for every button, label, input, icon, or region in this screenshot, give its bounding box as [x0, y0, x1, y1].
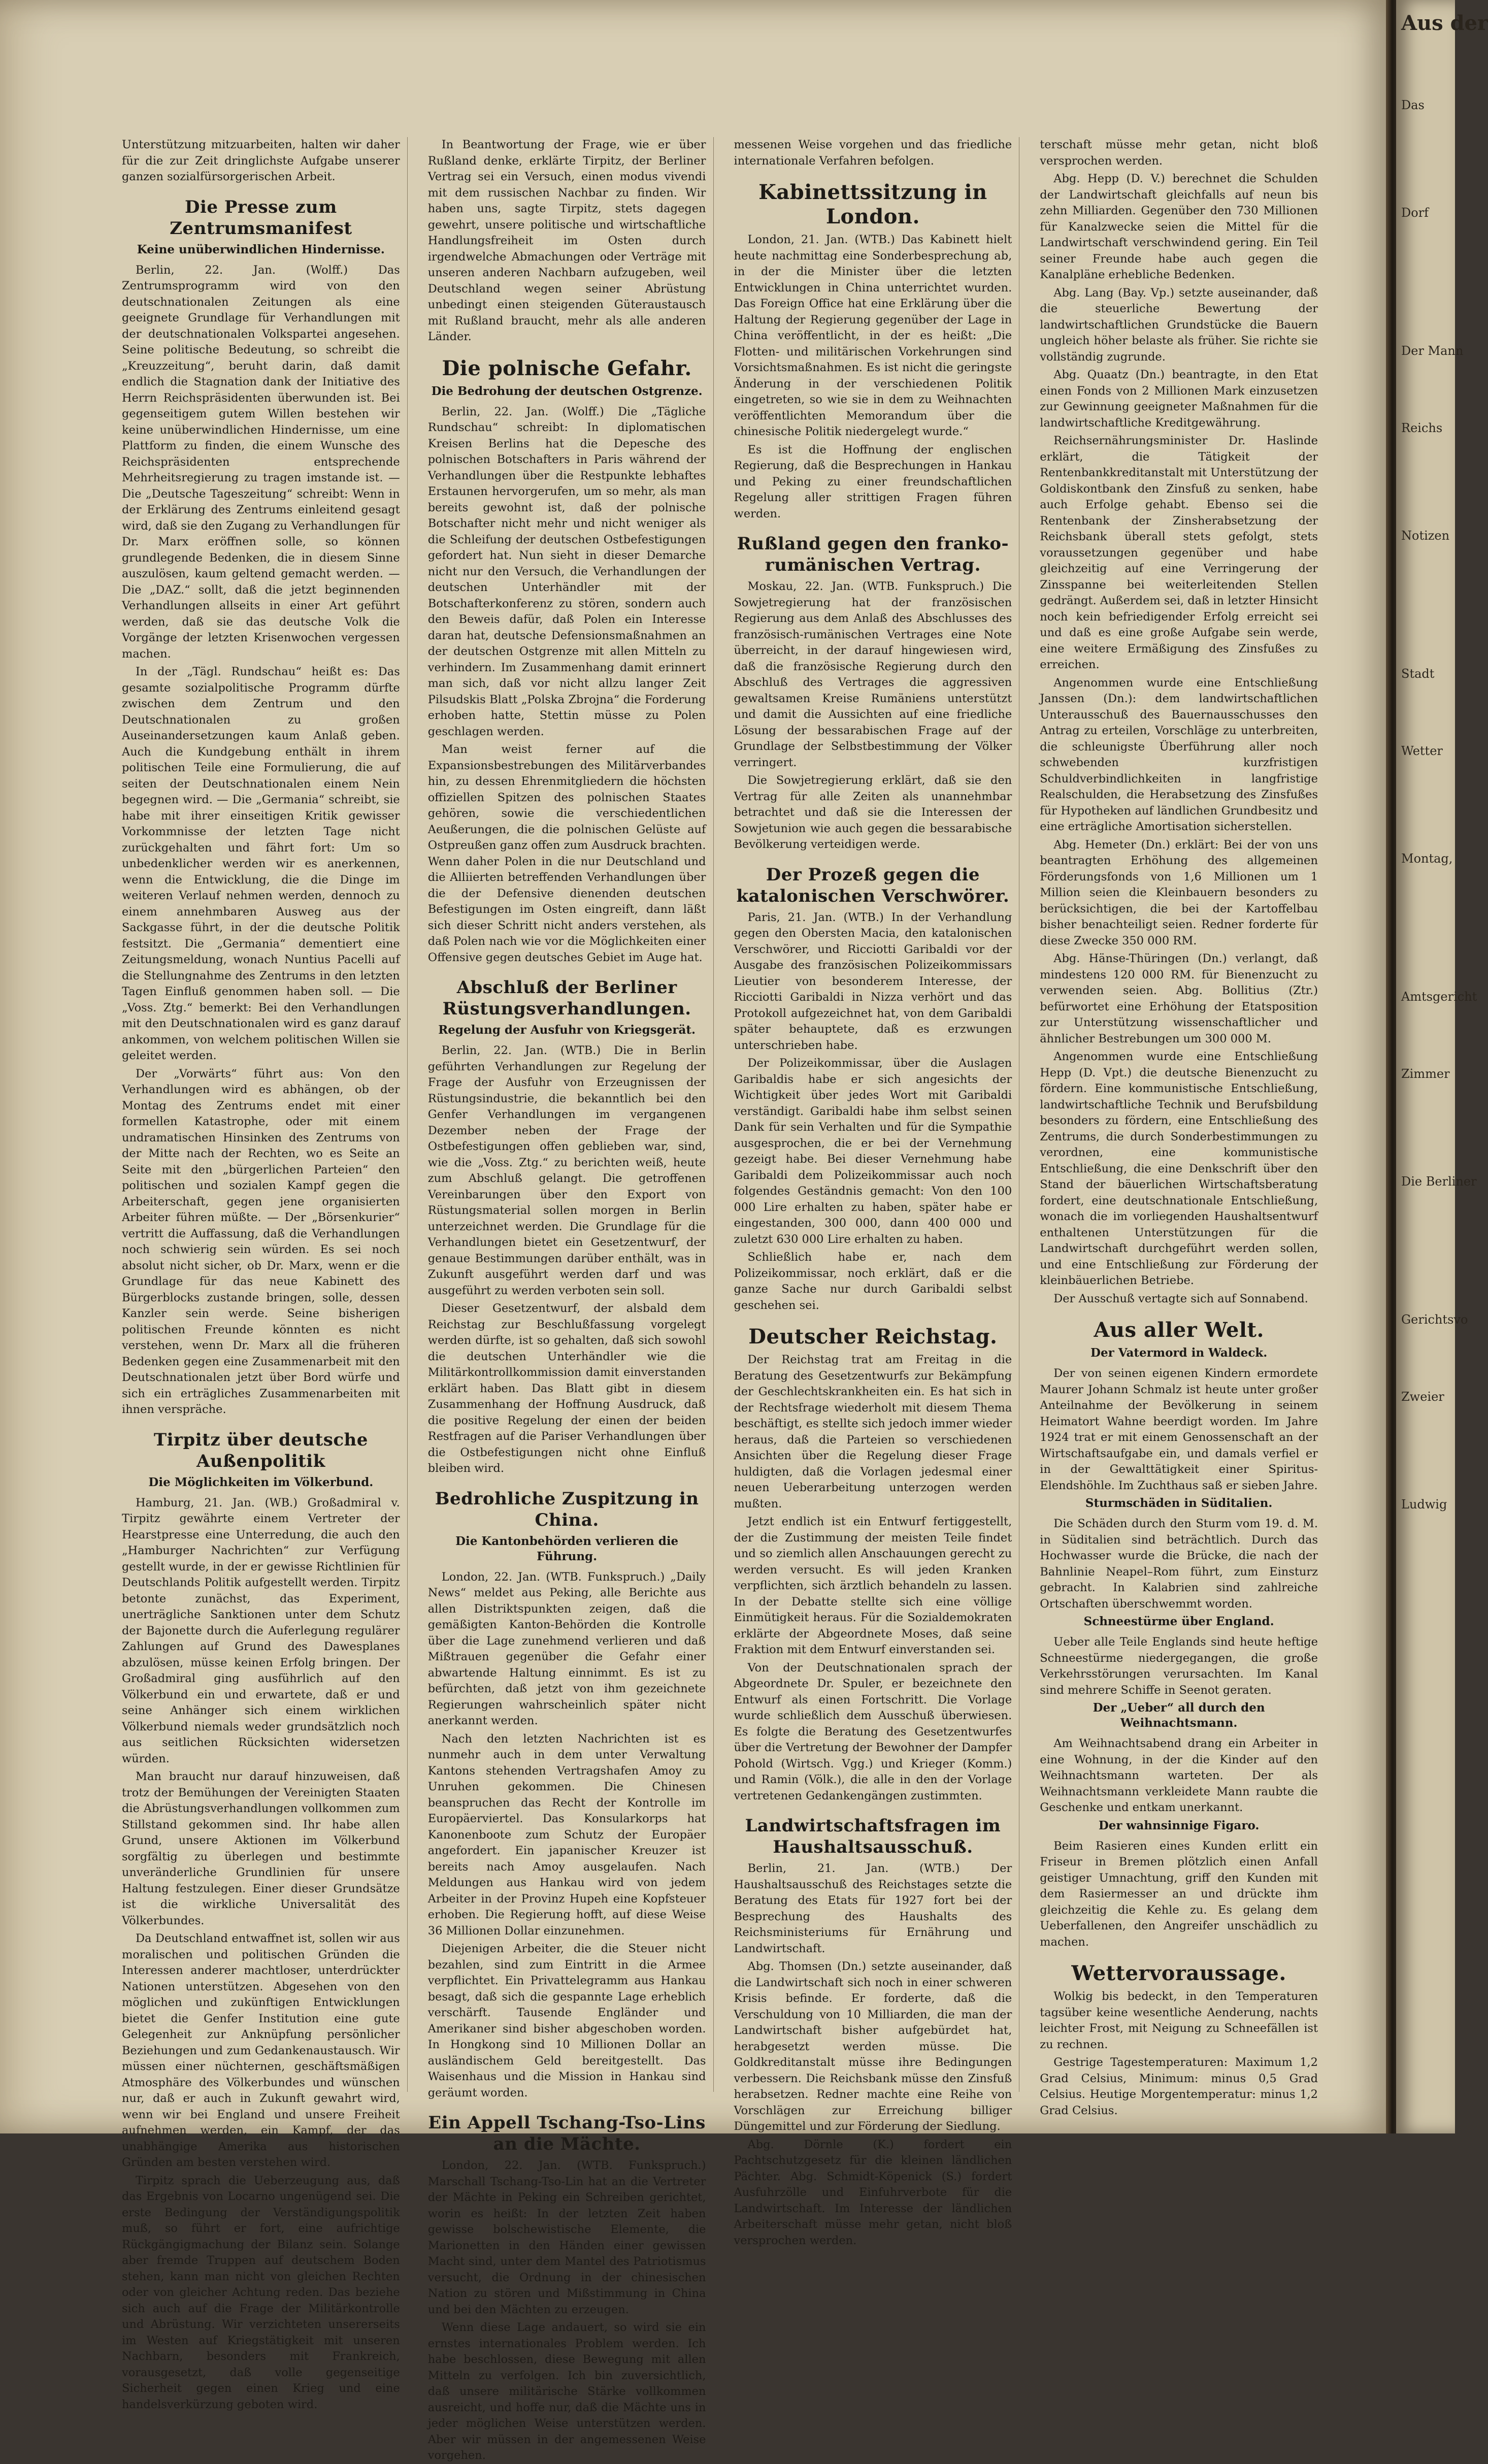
headline: Die polnische Gefahr.	[442, 356, 692, 380]
article-paragraph: Man weist ferner auf die Expansionsbestrebungen des Militärverbandes hin, zu dessen Ehrenmitgliedern die höchsten offiziellen Spitzen des polnischen Staates gehören, sowie die verschiedentlichen Aeußerungen, die die polnischen Gelüste auf Ostpreußen ganz offen zum Ausdruck brachten. Wenn daher Polen in die nur Deutschland und die Alliierten betreffenden Verhandlungen über die der Defensive dienenden deutschen Befestigungen im Osten eingreift, dann läßt sich dieser Schritt nicht anders verstehen, als daß Polen nach wie vor die Möglichkeiten einer Offensive gegen deutsches Gebiet im Auge hat.	[427, 743, 706, 964]
adjacent-page-fragment: Das	[1401, 98, 1425, 112]
article-paragraph: Am Weihnachtsabend drang ein Arbeiter in eine Wohnung, in der die Kinder auf den Weihnachtsmann warteten. Der als Weihnachtsmann verkleidete Mann raubte die Geschenke und entkam unerkannt.	[1040, 1737, 1318, 1814]
subheadline: Die Bedrohung der deutschen Ostgrenze.	[431, 384, 703, 398]
headline: Der Prozeß gegen die katalonischen Verschwörer.	[736, 864, 1010, 906]
adjacent-page-fragment: Notizen	[1401, 529, 1450, 543]
article-paragraph: Diejenigen Arbeiter, die die Steuer nicht bezahlen, sind zum Eintritt in die Armee verpflichtet. Ein Privattelegramm aus Hankau besagt, daß sich die gespannte Lage erheblich verschärft. Tausende Engländer und Amerikaner sind bisher abgeschoben worden. In Hongkong sind 10 Millionen Dollar an ausländischem Geld bereitgestellt. Das Waisenhaus und die Mission in Hankau sind geräumt worden.	[427, 1942, 706, 2099]
adjacent-page-fragment: Zweier	[1401, 1390, 1444, 1404]
article-paragraph: Hamburg, 21. Jan. (WB.) Großadmiral v. Tirpitz gewährte einem Vertreter der Hearstpresse eine Unterredung, die auch den „Hamburger Nachrichten“ zur Verfügung gestellt wurde, in der er gewisse Richtlinien für Deutschlands Politik aufgestellt werden. Tirpitz betonte zunächst, das Experiment, unerträgliche Sanktionen unter dem Schutz der Bajonette durch die Auferlegung regulärer Zahlungen auf Grund des Dawesplanes abzulösen, müsse keinen Erfolg bringen. Der Großadmiral ging ausführlich auf den Völkerbund ein und erwartete, daß er und seine Anhänger sich einem wirklichen Völkerbund niemals weder grundsätzlich noch aus seitlichen Rücksichten widersetzen würden.	[122, 1496, 400, 1765]
adjacent-page-fragment: Wetter	[1401, 744, 1443, 758]
article-paragraph: messenen Weise vorgehen und das friedliche internationale Verfahren befolgen.	[734, 138, 1012, 168]
subheadline: Die Möglichkeiten im Völkerbund.	[148, 1475, 374, 1489]
article-paragraph: Abg. Hemeter (Dn.) erklärt: Bei der von uns beantragten Erhöhung des allgemeinen Förderungsfonds von 1,6 Millionen um 1 Million seien die Kleinbauern besonders zu berücksichtigen, die bei der Kartoffelbau bisher benachteiligt seien. Redner forderte für diese Zwecke 350 000 RM.	[1040, 838, 1318, 947]
adjacent-page-fragment: Stadt	[1401, 667, 1435, 681]
subheadline: Der wahnsinnige Figaro.	[1098, 1818, 1260, 1832]
article-paragraph: Schließlich habe er, nach dem Polizeikommissar, noch erklärt, daß er die ganze Sache nur durch Garibaldi selbst geschehen sei.	[734, 1251, 1012, 1312]
article-paragraph: Abg. Hepp (D. V.) berechnet die Schulden der Landwirtschaft gleichfalls auf neun bis zehn Milliarden. Gegenüber den 730 Millionen für Kanalzwecke seien die Mittel für die Landwirtschaft verschwindend gering. Ein Teil seiner Freunde habe auch gegen die Kanalpläne erhebliche Bedenken.	[1040, 172, 1318, 281]
article-paragraph: Ueber alle Teile Englands sind heute heftige Schneestürme niedergegangen, die große Verkehrsstörungen verursachten. Im Kanal sind mehrere Schiffe in Seenot geraten.	[1040, 1635, 1318, 1697]
adjacent-page-headline: Aus der	[1401, 11, 1488, 35]
column-2	[427, 137, 714, 2462]
article-paragraph: Von der Deutschnationalen sprach der Abgeordnete Dr. Spuler, er bezeichnete den Entwurf als einen Fortschritt. Die Vorlage wurde schließlich dem Ausschuß überwiesen. Es folgte die Beratung des Gesetzentwurfes über die Vertretung der Bewohner der Dampfer Pohold (Wirtsch. Vgg.) und Krieger (Komm.) und Ramin (Völk.), die alle in den der Vorlage vertretenen Gedankengängen zustimmten.	[734, 1661, 1012, 1802]
article-paragraph: Moskau, 22. Jan. (WTB. Funkspruch.) Die Sowjetregierung hat der französischen Regierung aus dem Anlaß des Abschlusses des französisch-rumänischen Vertrages eine Note überreicht, in der darauf hingewiesen wird, daß die französische Regierung durch den Abschluß des Vertrages die aggressiven gewaltsamen Kreise Rumäniens unterstützt und damit die Aussichten auf eine friedliche Lösung der bessarabischen Frage auf der Grundlage der Selbstbestimmung der Völker verringert.	[734, 580, 1012, 769]
headline: Wettervoraussage.	[1071, 1961, 1286, 1985]
article-paragraph: Angenommen wurde eine Entschließung Janssen (Dn.): dem landwirtschaftlichen Unterausschuß des Bauernausschusses den Antrag zu erteilen, Vorschläge zu unterbreiten, die schleunigste Überführung aller noch schwebenden kurzfristigen Schuldverbindlichkeiten in langfristige Realschulden, die Herabsetzung des Zinsfußes für Hypotheken auf ländlichen Grundbesitz und eine erträgliche Amortisation sicherstellen.	[1040, 676, 1318, 833]
article-paragraph: Der „Vorwärts“ führt aus: Von den Verhandlungen wird es abhängen, ob der Montag des Zentrums endet mit einer formellen Katastrophe, oder mit einem undramatischen Hinsinken des Zentrums von der Mitte nach der Rechten, wo es Seite an Seite mit den „bürgerlichen Parteien“ den politischen und sozialen Kampf gegen die Arbeiterschaft, gegen jene organisierten Arbeiter führen müßte. — Der „Börsenkurier“ vertritt die Auffassung, daß die Verhandlungen noch schwierig sein würden. Es sei noch absolut nicht sicher, ob Dr. Marx, wenn er die Grundlage für das neue Kabinett des Bürgerblocks zustande bringen, solle, dessen Kanzler sein werde. Seine bisherigen politischen Freunde könnten es nicht verstehen, wenn Dr. Marx all die früheren Bedenken gegen eine Zusammenarbeit mit den Deutschnationalen jetzt über Bord würfe und sich ein erträgliches Zusammenarbeiten mit ihnen verspräche.	[122, 1067, 400, 1416]
adjacent-page-fragment: Ludwig	[1401, 1497, 1447, 1512]
headline: Die Presse zum Zentrumsmanifest	[170, 196, 352, 239]
article-paragraph: Unterstützung mitzuarbeiten, halten wir daher für die zur Zeit dringlichste Aufgabe unserer ganzen sozialfürsorgerischen Arbeit.	[122, 138, 400, 183]
headline: Rußland gegen den franko-rumänischen Vertrag.	[737, 534, 1009, 575]
article-paragraph: Gestrige Tagestemperaturen: Maximum 1,2 Grad Celsius, Minimum: minus 0,5 Grad Celsius. Heutige Morgentemperatur: minus 1,2 Grad Celsius.	[1040, 2056, 1318, 2117]
subheadline: Die Kantonbehörden verlieren die Führung.	[455, 1534, 679, 1563]
article-paragraph: Abg. Lang (Bay. Vp.) setzte auseinander, daß die steuerliche Bewertung der landwirtschaftlichen Grundstücke die Bauern ungleich höher belaste als früher. Sie richte sie vollständig zugrunde.	[1040, 286, 1318, 364]
column-3	[734, 137, 1020, 2247]
article-paragraph: Dieser Gesetzentwurf, der alsbald dem Reichstag zur Beschlußfassung vorgelegt werden dürfte, ist so gehalten, daß sich sowohl die deutschen Unterhändler wie die Militärkontrollkommission damit einverstanden erklärt haben. Das Blatt gibt in diesem Zusammenhang der Hoffnung Ausdruck, daß die positive Regelung der einen der beiden Restfragen auf die Pariser Verhandlungen über die Ostbefestigungen nicht ohne Einfluß bleiben wird.	[427, 1302, 706, 1475]
article-paragraph: Beim Rasieren eines Kunden erlitt ein Friseur in Bremen plötzlich einen Anfall geistiger Umnachtung, griff den Kunden mit dem Rasiermesser an und drückte ihm gleichzeitig die Kehle zu. Es gelang dem Ueberfallenen, den Angreifer unschädlich zu machen.	[1040, 1839, 1318, 1949]
adjacent-page-fragment: Gerichtsvo	[1401, 1312, 1468, 1327]
article-paragraph: Berlin, 22. Jan. (Wolff.) Die „Tägliche Rundschau“ schreibt: In diplomatischen Kreisen Berlins hat die Depesche des polnischen Botschafters in Paris während der Verhandlungen über die Restpunkte lebhaftes Erstaunen hervorgerufen, um so mehr, als man bereits gewohnt ist, daß der polnische Botschafter nicht mehr und nicht weniger als die Schleifung der deutschen Ostbefestigungen gefordert hat. Nun sieht in dieser Demarche nicht nur den Versuch, die Verhandlungen der deutschen Unterhändler mit der Botschafterkonferenz zu stören, sondern auch den Beweis dafür, daß Polen ein Interesse daran hat, deutsche Defensionsmaßnahmen an der deutschen Ostgrenze mit allen Mitteln zu verhindern. Im Zusammenhang damit erinnert man sich, daß vor nicht allzu langer Zeit Pilsudskis Blatt „Polska Zbrojna“ die Forderung erhoben hatte, Stettin müsse zu Polen geschlagen werden.	[427, 405, 706, 738]
adjacent-page-edge	[1396, 0, 1488, 2133]
article-paragraph: Tirpitz sprach die Ueberzeugung aus, daß das Ergebnis von Locarno ungenügend sei. Die erste Bedingung der Verständigungspolitik muß, so führt er fort, eine aufrichtige Rückgängigmachung der Bilanz sein. Solange aber fremde Truppen auf deutschem Boden stehen, kann man nicht von gleichen Rechten oder von gleicher Achtung reden. Das beziehe sich auch auf die Frage der Militärkontrolle und Abrüstung. Wir verzichteten unsererseits im Westen auf Kriegstätigkeit mit unseren Nachbarn, besonders mit Frankreich, vorausgesetzt, daß volle gegenseitige Sicherheit gegen einen Krieg und eine handelsverkürzung geboten wird.	[122, 2174, 400, 2411]
headline: Aus aller Welt.	[1094, 1318, 1264, 1342]
article-paragraph: Die Schäden durch den Sturm vom 19. d. M. in Süditalien sind beträchtlich. Durch das Hochwasser wurde die Brücke, die nach der Bahnlinie Neapel–Rom führt, zum Einsturz gebracht. In Kalabrien sind zahlreiche Ortschaften überschwemmt worden.	[1040, 1517, 1318, 1611]
article-paragraph: terschaft müsse mehr getan, nicht bloß versprochen werden.	[1040, 138, 1318, 168]
adjacent-page-fragment: Reichs	[1401, 421, 1443, 435]
subheadline: Regelung der Ausfuhr von Kriegsgerät.	[438, 1023, 696, 1037]
article-columns	[122, 137, 1325, 2462]
headline: Ein Appell Tschang-Tso-Lins an die Mächte.	[428, 2113, 706, 2154]
article-paragraph: Wolkig bis bedeckt, in den Temperaturen tagsüber keine wesentliche Aenderung, nachts leichter Frost, mit Neigung zu Schneefällen ist zu rechnen.	[1040, 1990, 1318, 2051]
adjacent-page-fragment: Die Berliner	[1401, 1174, 1477, 1189]
article-paragraph: Reichsernährungsminister Dr. Haslinde erklärt, die Tätigkeit der Rentenbankkreditanstalt mit Unterstützung der Goldiskontbank den Zinsfuß zu senken, habe auch Erfolge gehabt. Ebenso sei die Rentenbank der Zinsherabsetzung der Reichsbank überall stets gefolgt, stets voraussetzungen gegenüber und habe gleichzeitig auf eine Verringerung der Zinsspanne bei weiterleitenden Stellen gedrängt. Außerdem sei, daß in letzter Hinsicht noch kein befriedigender Erfolg erreicht sei und daß es eine große Aufgabe sein werde, eine weitere Ermäßigung des Zinsfußes zu erreichen.	[1040, 434, 1318, 671]
article-paragraph: London, 22. Jan. (WTB. Funkspruch.) Marschall Tschang-Tso-Lin hat an die Vertreter der Mächte in Peking ein Schreiben gerichtet, worin es heißt: In der letzten Zeit haben gewisse bolschewistische Elemente, die Marionetten in den Händen einer gewissen Macht sind, unter dem Mantel des Patriotismus versucht, die Ordnung in der chinesischen Nation zu stören und Mißstimmung in China und bei den Mächten zu erzeugen.	[427, 2159, 706, 2316]
adjacent-page-fragment: Zimmer	[1401, 1067, 1450, 1081]
headline: Abschluß der Berliner Rüstungsverhandlungen.	[442, 977, 691, 1019]
article-paragraph: Berlin, 22. Jan. (WTB.) Die in Berlin geführten Verhandlungen zur Regelung der Frage der Ausfuhr von Erzeugnissen der Rüstungsindustrie, die bekanntlich bei den Genfer Verhandlungen im vergangenen Dezember neben der Frage der Ostbefestigungen offen geblieben war, sind, wie die „Voss. Ztg.“ zu berichten weiß, heute zum Abschluß gelangt. Die getroffenen Vereinbarungen über den Export von Rüstungsmaterial sollen morgen in Berlin unterzeichnet werden. Die Grundlage für die Verhandlungen bietet ein Gesetzentwurf, der genaue Bestimmungen darüber enthält, was in Zukunft ausgeführt werden darf und was ausgeführt zu werden verboten sein soll.	[427, 1044, 706, 1297]
article-paragraph: In Beantwortung der Frage, wie er über Rußland denke, erklärte Tirpitz, der Berliner Vertrag sei ein Versuch, einen modus vivendi mit dem russischen Nachbar zu finden. Wir haben uns, sagte Tirpitz, stets dagegen gewehrt, unsere politische und wirtschaftliche Handlungsfreiheit im Osten durch irgendwelche Abmachungen oder Verträge mit unseren anderen Nachbarn aufzugeben, weil Deutschland wegen seiner Abrüstung unbedingt einen steigenden Güteraustausch mit Rußland braucht, mehr als alle anderen Länder.	[427, 138, 706, 343]
subheadline: Schneestürme über England.	[1083, 1615, 1274, 1628]
article-paragraph: Die Sowjetregierung erklärt, daß sie den Vertrag für alle Zeiten als unannehmbar betrachtet und daß sie die Interessen der Sowjetunion wie auch gegen die bessarabische Bevölkerung verteidigen werde.	[734, 774, 1012, 851]
article-paragraph: Berlin, 21. Jan. (WTB.) Der Haushaltsausschuß des Reichstages setzte die Beratung des Etats für 1927 fort bei der Besprechung des Haushalts des Reichsministeriums für Ernährung und Landwirtschaft.	[734, 1862, 1012, 1955]
headline: Landwirtschaftsfragen im Haushaltsausschuß.	[745, 1816, 1001, 1857]
article-paragraph: London, 22. Jan. (WTB. Funkspruch.) „Daily News“ meldet aus Peking, alle Berichte aus allen Distriktspunkten zeigen, daß die gemäßigten Kanton-Behörden die Kontrolle über die Lage zunehmend verlieren und daß Mißtrauen gegenüber die Gefahr einer abwartende Haltung einnimmt. Es ist zu befürchten, daß jetzt von ihm gezeichnete Regierungen wahrscheinlich später nicht anerkannt werden.	[427, 1570, 706, 1727]
article-paragraph: Abg. Hänse-Thüringen (Dn.) verlangt, daß mindestens 120 000 RM. für Bienenzucht zu verwenden seien. Abg. Bollitius (Ztr.) befürwortet eine Erhöhung der Etatsposition zur Unterstützung wissenschaftlicher und ähnlicher Bestrebungen um 300 000 M.	[1040, 952, 1318, 1045]
article-paragraph: London, 21. Jan. (WTB.) Das Kabinett hielt heute nachmittag eine Sonderbesprechung ab, in der die Minister über die letzten Entwicklungen in China unterrichtet wurden. Das Foreign Office hat eine Erklärung über die Haltung der Regierung gegenüber der Lage in China veröffentlicht, in der es heißt: „Die Flotten- und militärischen Vorkehrungen sind Vorsichtsmaßnahmen. Es ist nicht die geringste Änderung in der verschiedenen Politik eingetreten, so wie sie in dem zu Weihnachten veröffentlichten Memorandum über die chinesische Politik niedergelegt wurde.“	[734, 233, 1012, 438]
headline: Deutscher Reichstag.	[748, 1325, 998, 1349]
article-paragraph: Nach den letzten Nachrichten ist es nunmehr auch in dem unter Verwaltung Kantons stehenden Vertragshafen Amoy zu Unruhen gekommen. Die Chinesen beanspruchen das Recht der Kontrolle im Europäerviertel. Das Konsularkorps hat Kanonenboote zum Schutz der Europäer angefordert. Ein japanischer Kreuzer ist bereits nach Amoy ausgelaufen. Nach Meldungen aus Hankau wird von jedem Arbeiter in der Provinz Hupeh eine Kopfsteuer erhoben. Die Regierung hofft, auf diese Weise 36 Millionen Dollar einzunehmen.	[427, 1732, 706, 1937]
subheadline: Keine unüberwindlichen Hindernisse.	[137, 242, 385, 256]
article-paragraph: Abg. Quaatz (Dn.) beantragte, in den Etat einen Fonds von 2 Millionen Mark einzusetzen zur Gewinnung geeigneter Maßnahmen für die landwirtschaftliche Kreditgewährung.	[1040, 368, 1318, 430]
article-paragraph: Paris, 21. Jan. (WTB.) In der Verhandlung gegen den Obersten Macia, den katalonischen Verschwörer, und Ricciotti Garibaldi vor der Ausgabe des französischen Polizeikommissars Lieutier von besonderem Interesse, der Ricciotti Garibaldi in Nizza verhört und das Protokoll aufgezeichnet hat, von dem Garibaldi später behauptete, daß es erzwungen unterschrieben habe.	[734, 910, 1012, 1052]
column-4	[1040, 137, 1325, 2117]
article-paragraph: Abg. Dörnle (K.) fordert ein Pachtschutzgesetz für die kleinen ländlichen Pächter. Abg. Schmidt-Köpenick (S.) fordert Ausfuhrzölle und Einfuhrverbote für die Landwirtschaft. Im Interesse der ländlichen Arbeiterschaft müsse mehr getan, nicht bloß versprochen werden.	[734, 2138, 1012, 2247]
subheadline: Der „Ueber“ all durch den Weihnachtsmann.	[1093, 1701, 1265, 1730]
article-paragraph: Der von seinen eigenen Kindern ermordete Maurer Johann Schmalz ist heute unter großer Anteilnahme der Bevölkerung in seinem Heimatort Wahne beerdigt worden. Im Jahre 1924 trat er mit einem Genossenschaft an der Wirtschaftsaufgabe ein, und damals verfiel er in der Gewalttätigkeit einer Spiritus-Elendshöhle. Im Zuchthaus saß er sieben Jahre.	[1040, 1367, 1318, 1492]
article-paragraph: Es ist die Hoffnung der englischen Regierung, daß die Besprechungen in Hankau und Peking zu einer freundschaftlichen Regelung aller strittigen Fragen führen werden.	[734, 443, 1012, 520]
adjacent-page-fragment: Dorf	[1401, 206, 1429, 220]
headline: Tirpitz über deutsche Außenpolitik	[153, 1429, 368, 1471]
book-spine	[1386, 0, 1396, 2133]
article-paragraph: Berlin, 22. Jan. (Wolff.) Das Zentrumsprogramm wird von den deutschnationalen Zeitungen als eine geeignete Grundlage für Verhandlungen mit der deutschnationalen Volkspartei angesehen. Seine politische Bedeutung, so schreibt die „Kreuzzeitung“, beruht darin, daß damit endlich die Stagnation dank der Initiative des Herrn Reichspräsidenten überwunden ist. Bei gegenseitigem gutem Willen bestehen wir keine unüberwindlichen Hindernisse, um eine Plattform zu finden, die einem Wunsche des Reichspräsidenten entsprechende Mehrheitsregierung zu tragen imstande ist. — Die „Deutsche Tageszeitung“ schreibt: Wenn in der Erklärung des Zentrums einleitend gesagt wird, daß sie den Zugang zu Verhandlungen für Dr. Marx eröffnen solle, so können grundlegende Bedenken, die in diesem Sinne auszulösen, kaum geltend gemacht werden. — Die „DAZ.“ sollt, daß die jetzt beginnenden Verhandlungen allseits in einer Art geführt werden, daß sie das deutsche Volk die Vorgänge der letzten Krisenwochen vergessen machen.	[122, 263, 400, 661]
subheadline: Der Vatermord in Waldeck.	[1090, 1346, 1268, 1360]
article-paragraph: Jetzt endlich ist ein Entwurf fertiggestellt, der die Zustimmung der meisten Teile findet und so ziemlich allen Anschauungen gerecht zu werden versucht. Es will jeden Kranken verpflichten, sich ärztlich behandeln zu lassen. In der Debatte stellte sich eine völlige Einmütigkeit heraus. Für die Sozialdemokraten erklärte der Abgeordnete Moses, daß seine Fraktion mit dem Entwurf einverstanden sei.	[734, 1515, 1012, 1656]
article-paragraph: Man braucht nur darauf hinzuweisen, daß trotz der Bemühungen der Vereinigten Staaten die Abrüstungsverhandlungen vollkommen zum Stillstand gekommen sind. Ihr habe allen Grund, unsere Aktionen im Völkerbund sorgfältig zu überlegen und bestimmte unveränderliche Grundlinien für unsere Haltung festzulegen. Einer dieser Grundsätze ist die wirkliche Universalität des Völkerbundes.	[122, 1770, 400, 1927]
article-paragraph: Abg. Thomsen (Dn.) setzte auseinander, daß die Landwirtschaft sich noch in einer schweren Krisis befinde. Er forderte, daß die Verschuldung von 10 Milliarden, die man der Landwirtschaft bisher aufgebürdet hat, herabgesetzt werden müsse. Die Goldkreditanstalt müsse ihre Bedingungen verbessern. Die Reichsbank müsse den Zinsfuß herabsetzen. Redner machte eine Reihe von Vorschlägen zur Erreichung billiger Düngemittel und zur Förderung der Siedlung.	[734, 1960, 1012, 2133]
subheadline: Sturmschäden in Süditalien.	[1085, 1496, 1273, 1510]
headline: Kabinettssitzung in London.	[758, 180, 987, 228]
article-paragraph: Wenn diese Lage andauert, so wird sie ein ernstes internationales Problem werden. Ich habe beschlossen, diese Bewegung mit allen Mitteln zu verfolgen. Ich bin zuversichtlich, daß unsere militärische Stärke vollkommen ausreicht, und hoffe nur, daß die Mächte uns in jeder möglichen Weise unterstützen werden. Aber wir müssen in der angemessenen Weise vorgehen.	[427, 2321, 706, 2462]
article-paragraph: Der Reichstag trat am Freitag in die Beratung des Gesetzentwurfs zur Bekämpfung der Geschlechtskrankheiten ein. Es hat sich in der Rechtsfrage wiederholt mit diesem Thema beschäftigt, es stellte sich jedoch immer wieder heraus, daß die Parteien so verschiedenen Ansichten über die Regelung dieser Frage huldigten, daß die Vorlagen jedesmal einer neuen Ueberarbeitung unterzogen werden mußten.	[734, 1353, 1012, 1510]
adjacent-page-fragment: Der Mann	[1401, 344, 1464, 358]
article-paragraph: Der Ausschuß vertagte sich auf Sonnabend.	[1053, 1292, 1308, 1305]
article-paragraph: Der Polizeikommissar, über die Auslagen Garibaldis habe er sich angesichts der Wichtigkeit über jedes Wort mit Garibaldi verständigt. Garibaldi habe ihm selbst seinen Dank für sein Verhalten und für die Sympathie ausgesprochen, die er bei der Vernehmung gezeigt habe. Bei dieser Vernehmung habe Garibaldi dem Polizeikommissar auch noch folgendes Geständnis gemacht: Von den 100 000 Lire erhalten zu haben, später habe er eingestanden, 300 000, dann 400 000 und zuletzt 630 000 Lire erhalten zu haben.	[734, 1057, 1012, 1246]
article-paragraph: Da Deutschland entwaffnet ist, sollen wir aus moralischen und politischen Gründen die Interessen anderer machtloser, unterdrückter Nationen unterstützen. Abgesehen von den möglichen und zukünftigen Entwicklungen bietet die Genfer Institution eine gute Gelegenheit zur Anknüpfung persönlicher Beziehungen und zum Gedankenaustausch. Wir müssen einer nüchternen, geschäftsmäßigen Atmosphäre des Völkerbundes und wünschen nur, daß er auch in Zukunft gewahrt wird, wenn wir bei England und unsere Freiheit aufnehmen werden, ein Kampf, der das unabhängige Amerika aus historischen Gründen am besten verstehen wird.	[122, 1932, 400, 2169]
article-paragraph: In der „Tägl. Rundschau“ heißt es: Das gesamte sozialpolitische Programm dürfte zwischen dem Zentrum und den Deutschnationalen zu großen Auseinandersetzungen kaum Anlaß geben. Auch die Kundgebung enthält in ihrem politischen Teile eine Formulierung, die auf seiten der Deutschnationalen einem Nein begegnen wird. — Die „Germania“ schreibt, sie habe mit ihrer einseitigen Kritik gewisser Vorkommnisse der letzten Tage nicht zurückgehalten und fährt fort: Um so unbedenklicher werden wir es anerkennen, wenn die Entwicklung, die die Dinge im weiteren Verlauf nehmen werden, dennoch zu einem annehmbaren Ausweg aus der Sackgasse führt, in der die deutsche Politik festsitzt. Die „Germania“ dementiert eine Zeitungsmeldung, wonach Nuntius Pacelli auf die Stellungnahme des Zentrums in den letzten Tagen Einfluß genommen haben soll. — Die „Voss. Ztg.“ bemerkt: Bei den Verhandlungen mit den Deutschnationalen wird es ganz darauf ankommen, von welchem politischen Willen sie geleitet werden.	[122, 665, 400, 1062]
headline: Bedrohliche Zuspitzung in China.	[435, 1488, 699, 1530]
article-paragraph: Angenommen wurde eine Entschließung Hepp (D. Vpt.) die deutsche Bienenzucht zu fördern. Eine kommunistische Entschließung, landwirtschaftliche Technik und Berufsbildung besonders zu fördern, eine Entschließung des Zentrums, die durch Sonderbestimmungen zu verordnen, eine kommunistische Entschließung, die eine Denkschrift über den Stand der bäuerlichen Wirtschaftsberatung fordert, eine deutschnationale Entschließung, wonach die im vorliegenden Haushaltsentwurf enthaltenen Unterstützungen für die Landwirtschaft durchgeführt werden sollen, und eine Entschließung zur Förderung der kleinbäuerlichen Betriebe.	[1040, 1050, 1318, 1287]
column-1	[122, 137, 408, 2411]
adjacent-page-fragment: Montag,	[1401, 851, 1453, 866]
adjacent-page-fragment: Amtsgericht	[1401, 990, 1477, 1004]
